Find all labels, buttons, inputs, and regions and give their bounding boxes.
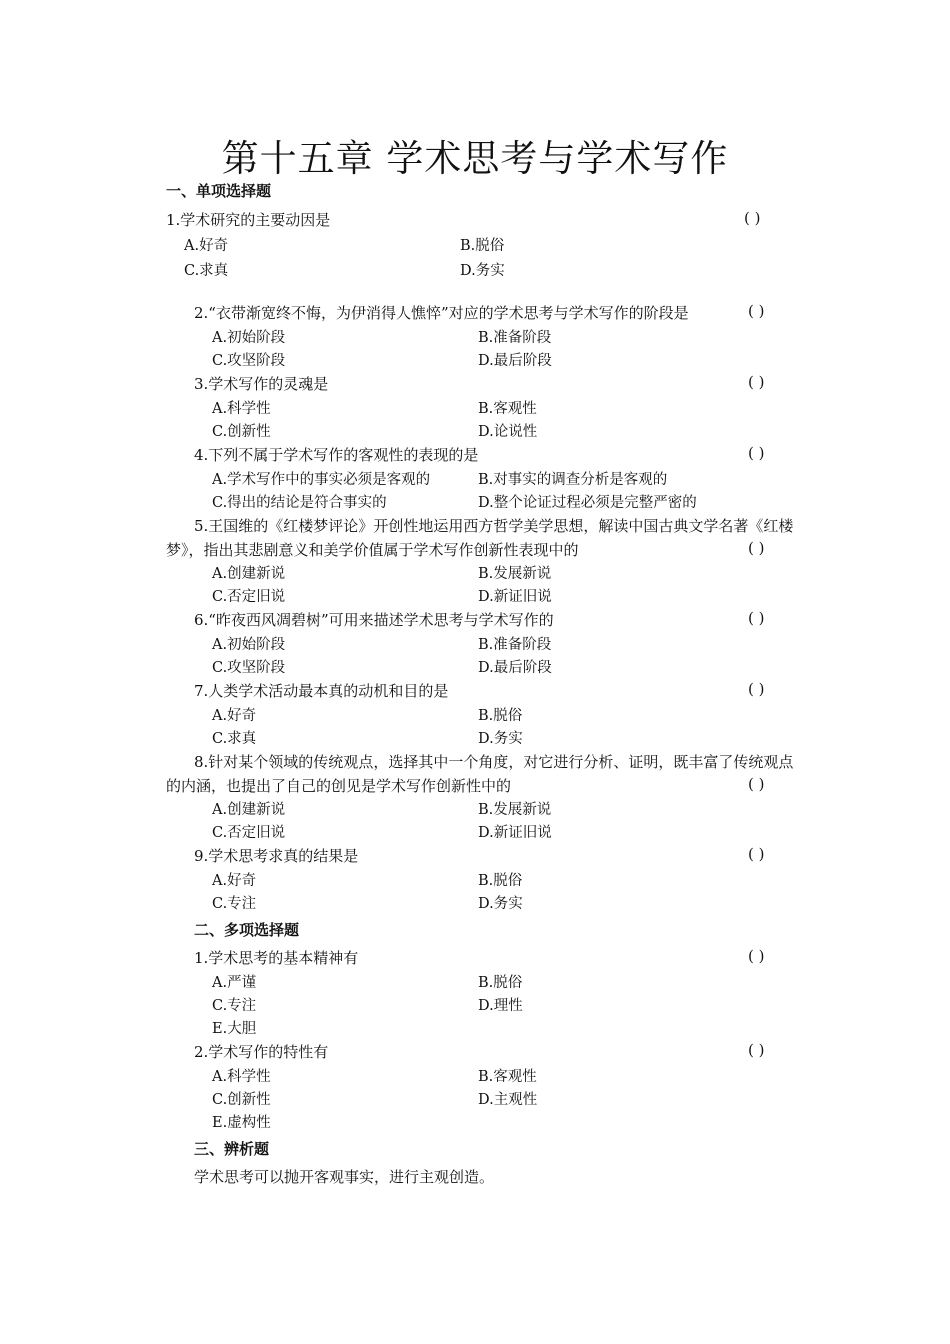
question-text: 9.学术思考求真的结果是 [194,847,359,865]
answer-bracket[interactable]: ( ) [748,845,765,863]
answer-bracket[interactable]: ( ) [748,947,765,965]
option: A.创建新说 [212,566,286,582]
option: B.客观性 [478,401,537,417]
option: B.准备阶段 [478,637,552,653]
option: C.否定旧说 [212,825,286,841]
answer-bracket[interactable]: ( ) [748,609,765,627]
question-text-continued: 梦》，指出其悲剧意义和美学价值属于学术写作创新性表现中的 [166,541,579,559]
answer-bracket[interactable]: ( ) [748,444,765,462]
section-heading-single-choice: 一、单项选择题 [166,182,272,200]
answer-bracket[interactable]: ( ) [748,302,765,320]
option: C.专注 [212,896,257,912]
option: B.对事实的调查分析是客观的 [478,472,668,488]
option: A.好奇 [184,238,229,254]
option: D.整个论证过程必须是完整严密的 [478,495,697,511]
option: C.攻坚阶段 [212,353,286,369]
section-heading-analysis: 三、辨析题 [194,1140,270,1158]
option: A.创建新说 [212,802,286,818]
option: B.发展新说 [478,802,552,818]
option: E.虚构性 [212,1115,271,1131]
option: A.科学性 [212,401,271,417]
option: B.脱俗 [478,708,523,724]
option: A.学术写作中的事实必须是客观的 [212,472,431,488]
option: D.务实 [478,896,523,912]
option: C.创新性 [212,424,271,440]
option: D.主观性 [478,1092,538,1108]
option: C.攻坚阶段 [212,660,286,676]
question-text: 2.“衣带渐宽终不悔，为伊消得人憔悴”对应的学术思考与学术写作的阶段是 [194,304,689,322]
option: A.初始阶段 [212,637,286,653]
option: B.脱俗 [478,975,523,991]
answer-bracket[interactable]: ( ) [748,680,765,698]
option: C.得出的结论是符合事实的 [212,495,387,511]
option: C.否定旧说 [212,589,286,605]
option: D.新证旧说 [478,589,552,605]
option: A.初始阶段 [212,330,286,346]
option: D.最后阶段 [478,353,552,369]
question-text: 5.王国维的《红楼梦评论》开创性地运用西方哲学美学思想，解读中国古典文学名著《红楼 [194,517,794,535]
option: C.创新性 [212,1092,271,1108]
option: D.最后阶段 [478,660,552,676]
answer-bracket[interactable]: ( ) [748,1041,765,1059]
answer-bracket[interactable]: ( ) [748,775,765,793]
section-heading-multiple-choice: 二、多项选择题 [194,921,300,939]
question-text: 8.针对某个领域的传统观点，选择其中一个角度，对它进行分析、证明，既丰富了传统观点 [194,753,794,771]
option: B.脱俗 [460,238,505,254]
question-text: 2.学术写作的特性有 [194,1043,329,1061]
question-text: 1.学术研究的主要动因是 [166,211,331,229]
question-text: 4.下列不属于学术写作的客观性的表现的是 [194,446,479,464]
option: A.好奇 [212,873,257,889]
option: D.论说性 [478,424,538,440]
option: E.大胆 [212,1021,257,1037]
chapter-title: 第十五章 学术思考与学术写作 [221,137,729,180]
option: A.好奇 [212,708,257,724]
answer-bracket[interactable]: ( ) [748,373,765,391]
answer-bracket[interactable]: ( ) [744,209,761,227]
option: A.科学性 [212,1069,271,1085]
question-text: 1.学术思考的基本精神有 [194,949,359,967]
option: D.新证旧说 [478,825,552,841]
question-text: 7.人类学术活动最本真的动机和目的是 [194,682,449,700]
option: B.准备阶段 [478,330,552,346]
option: B.脱俗 [478,873,523,889]
option: C.求真 [184,263,229,279]
option: C.专注 [212,998,257,1014]
question-text: 6.“昨夜西风凋碧树”可用来描述学术思考与学术写作的 [194,611,554,629]
question-text: 3.学术写作的灵魂是 [194,375,329,393]
option: A.严谨 [212,975,257,991]
option: B.发展新说 [478,566,552,582]
answer-bracket[interactable]: ( ) [748,539,765,557]
option: D.务实 [478,731,523,747]
analysis-statement: 学术思考可以抛开客观事实，进行主观创造。 [194,1168,495,1186]
question-text-continued: 的内涵，也提出了自己的创见是学术写作创新性中的 [166,777,512,795]
option: D.理性 [478,998,523,1014]
option: D.务实 [460,263,505,279]
option: B.客观性 [478,1069,537,1085]
option: C.求真 [212,731,257,747]
